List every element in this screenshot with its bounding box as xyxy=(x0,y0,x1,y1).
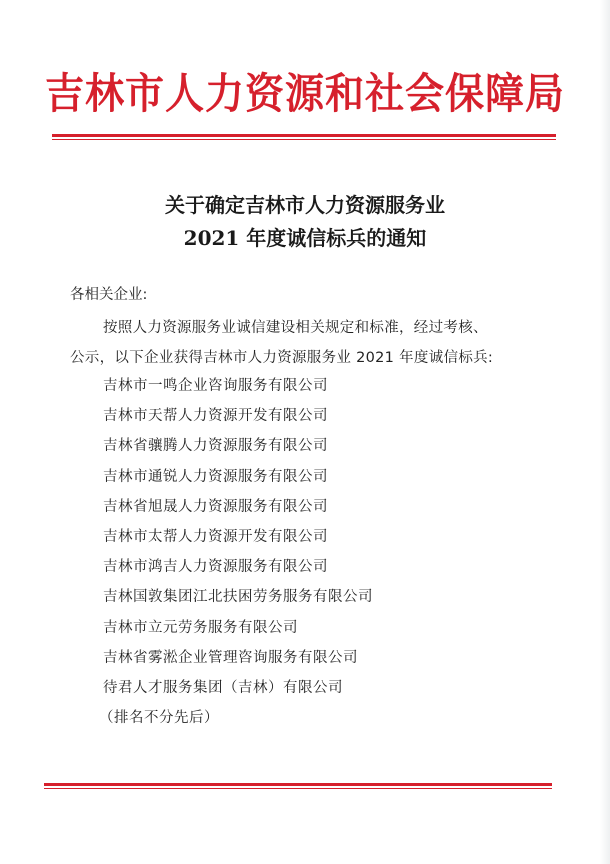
paragraph-line-2: 公示，以下企业获得吉林市人力资源服务业 2021 年度诚信标兵: xyxy=(70,350,494,366)
company-list xyxy=(103,376,373,708)
company-list-item: 吉林市一鸣企业咨询服务有限公司 xyxy=(103,378,328,394)
paragraph-line-1: 按照人力资源服务业诚信建设相关规定和标准，经过考核、 xyxy=(103,320,488,336)
company-list-item: 吉林市天帮人力资源开发有限公司 xyxy=(103,408,328,425)
rule-thick-line xyxy=(52,134,556,137)
company-list-item: 吉林国敦集团江北扶困劳务服务有限公司 xyxy=(103,589,373,606)
company-list-item: 吉林省旭晟人力资源服务有限公司 xyxy=(103,498,328,515)
document-title-line-1: 关于确定吉林市人力资源服务业 xyxy=(165,193,445,217)
ranking-note: （排名不分先后） xyxy=(99,710,219,726)
company-list-item: 吉林市通锐人力资源服务有限公司 xyxy=(103,468,328,485)
company-list-item: 吉林市立元劳务服务有限公司 xyxy=(103,619,298,636)
company-list-item: 吉林省雾淞企业管理咨询服务有限公司 xyxy=(103,649,358,666)
footer-rule xyxy=(44,783,552,789)
company-list-item: 待君人才服务集团（吉林）有限公司 xyxy=(103,679,343,696)
company-list-item: 吉林市鸿吉人力资源服务有限公司 xyxy=(103,559,328,576)
rule-thick-line xyxy=(44,783,552,786)
rule-thin-line xyxy=(44,788,552,789)
rule-thin-line xyxy=(52,139,556,140)
salutation: 各相关企业: xyxy=(70,287,148,303)
company-list-item: 吉林市太帮人力资源开发有限公司 xyxy=(103,528,328,545)
letterhead-top-rule xyxy=(52,134,556,140)
letterhead-org-name: 吉林市人力资源和社会保障局 xyxy=(45,69,565,118)
company-list-item: 吉林省骧腾人力资源服务有限公司 xyxy=(103,438,328,455)
page-edge-shadow xyxy=(600,0,610,864)
document-title-line-2: 2021 年度诚信标兵的通知 xyxy=(183,226,427,250)
